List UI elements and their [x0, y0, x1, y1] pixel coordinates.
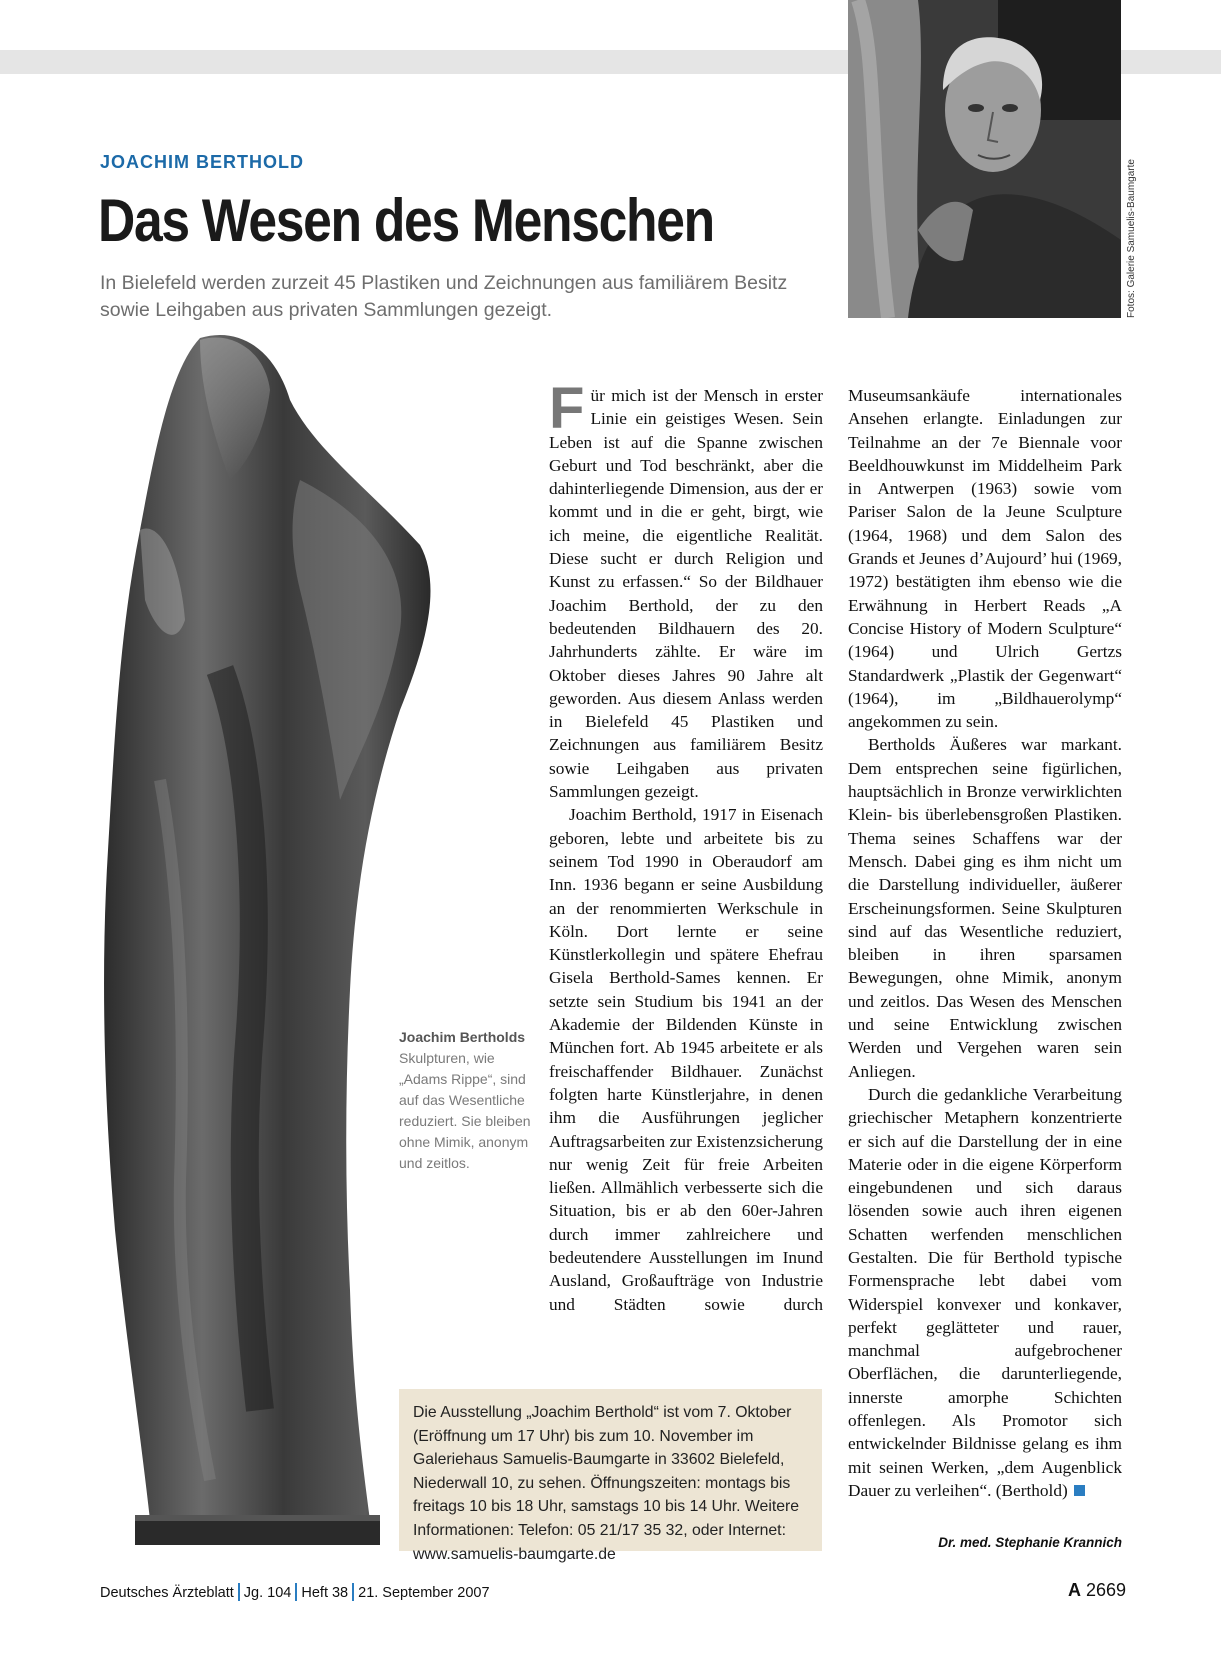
article-lead: In Bielefeld werden zurzeit 45 Plastiken und Zeichnungen aus familiärem Besitz sowie Leihgaben aus privaten Sammlungen gezeigt.	[100, 272, 788, 321]
paragraph-2: Joachim Berthold, 1917 in Eisenach geboren, lebte und arbeitete bis zu seinem Tod 1990 in Oberaudorf am Inn. 1936 begann er seine Ausbildung an der renommierten Werkschule in Köln. Dort lernte er seine Künstlerkollegin und spätere Ehefrau Gisela Berthold-Sames kennen. Er setzte sein Studium bis 1941 an der Akademie der Bildenden Künste in München fort. Ab 1945 arbeitete er als freischaffender Bildhauer. Zunächst folgten harte Künstlerjahre, in denen ihm die Ausführungen jeglicher Auftragsarbeiten zur Existenzsicherung nur wenig Zeit für freie Arbeiten ließen. Allmählich verbesserte sich die Situation, bis er ab den 60er-Jahren durch immer zahlreichere und bedeutendere Ausstellungen im Inund Ausland, Großaufträge von Industrie und Städten sowie durch	[549, 805, 823, 1314]
footer-separator	[352, 1583, 354, 1601]
paragraph-5-text: Durch die gedankliche Verarbeitung griechischer Metaphern konzentrierte er sich auf die Darstellung der in eine Materie oder in die eigene Körperform eingebundenen und sich daraus lösenden sowie auch ihren eigenen Schatten werfenden menschlichen Gestalten. Die für Berthold typische Formensprache lebt dabei vom Widerspiel konvexer und konkaver, perfekt geglätteter und rauer, manchmal aufgebrochener Oberflächen, die darunterliegende, innerste amorphe Schichten offenlegen. Als Promotor sich entwickelnder Bildnisse gelang es ihm mit seinen Werken, „dem Augenblick Dauer zu verleihen“. (Berthold)	[848, 1084, 1122, 1500]
artist-portrait-photo	[848, 0, 1121, 318]
paragraph-1	[549, 376, 823, 803]
paragraph-5	[848, 1083, 1122, 1502]
caption-title: Joachim Bertholds	[399, 1029, 526, 1045]
sculpture-caption	[399, 1027, 539, 1174]
caption-text: Skulpturen, wie „Adams Rippe“, sind auf das Wesentliche reduziert. Sie bleiben ohne Mimik, anonym und zeitlos.	[399, 1050, 531, 1171]
exhibition-info-box: Die Ausstellung „Joachim Berthold“ ist vom 7. Oktober (Eröffnung um 17 Uhr) bis zum 10. November im Galeriehaus Samuelis-Baumgarte in 33602 Bielefeld, Niederwall 10, zu sehen. Öffnungszeiten: montags bis freitags 10 bis 18 Uhr, samstags 10 bis 14 Uhr. Weitere Informationen: Telefon: 05 21/17 35 32, oder Internet: www.samuelis-baumgarte.de	[399, 1389, 822, 1551]
journal-issue: Heft 38	[301, 1585, 349, 1601]
sculpture-photo	[100, 330, 460, 1555]
body-column-2	[848, 384, 1122, 1502]
author-byline: Dr. med. Stephanie Krannich	[938, 1535, 1122, 1550]
page-prefix: A	[1068, 1580, 1081, 1600]
footer-separator	[238, 1583, 240, 1601]
article-kicker: JOACHIM BERTHOLD	[100, 152, 304, 172]
article-headline: Das Wesen des Menschen	[98, 187, 714, 254]
paragraph-1-text: ür mich ist der Mensch in erster Linie ein geistiges Wesen. Sein Leben ist auf die Spanne zwischen Geburt und Tod beschränkt, aber die dahinterliegende Dimension, aus der er kommt und in die er geht, birgt, wie ich meine, die eigentliche Realität. Diese sucht er durch Religion und Kunst zu erfassen.“ So der Bildhauer Joachim Berthold, der zu den bedeutenden Bildhauern des 20. Jahrhunderts zählte. Er wäre im Oktober dieses Jahres 90 Jahre alt geworden. Aus diesem Anlass werden in Bielefeld 45 Plastiken und Zeichnungen aus familiärem Besitz sowie Leihgaben aus privaten Sammlungen gezeigt.	[549, 386, 823, 802]
page-footer	[100, 1583, 490, 1601]
drop-cap: F	[549, 376, 585, 441]
issue-date: 21. September 2007	[358, 1585, 490, 1601]
portrait-illustration	[848, 0, 1121, 318]
photo-credit: Fotos: Galerie Samuelis-Baumgarte	[1126, 159, 1137, 318]
body-column-1	[549, 376, 823, 1316]
footer-separator	[295, 1583, 297, 1601]
page-number	[1068, 1580, 1127, 1601]
paragraph-3: Museumsankäufe internationales Ansehen erlangte. Einladungen zur Teilnahme an der 7e Biennale voor Beeldhouwkunst im Middelheim Park in Antwerpen (1963) sowie vom Pariser Salon de la Jeune Sculpture (1964, 1968) und dem Salon des Grands et Jeunes d’Aujourd’ hui (1969, 1972) bestätigten ihm ebenso wie die Erwähnung in Herbert Reads „A Concise History of Modern Sculpture“ (1964) und Ulrich Gertzs Standardwerk „Plastik der Gegenwart“ (1964), im „Bildhauerolymp“ angekommen zu sein.	[848, 386, 1122, 732]
journal-name: Deutsches Ärzteblatt	[100, 1585, 234, 1601]
journal-volume: Jg. 104	[243, 1585, 292, 1601]
end-mark-icon	[1074, 1485, 1085, 1496]
page-number-value: 2669	[1086, 1580, 1127, 1600]
paragraph-4: Bertholds Äußeres war markant. Dem entsprechen seine figürlichen, hauptsächlich in Bronze verwirklichten Klein- bis überlebensgroßen Plastiken. Thema seines Schaffens war der Mensch. Dabei ging es ihm nicht um die Darstellung individueller, äußerer Erscheinungsformen. Seine Skulpturen sind auf das Wesentliche reduziert, bleiben in ihren sparsamen Bewegungen, ohne Mimik, anonym und zeitlos. Das Wesen des Menschen und seine Entwicklung zwischen Werden und Vergehen waren sein Anliegen.	[848, 735, 1122, 1081]
